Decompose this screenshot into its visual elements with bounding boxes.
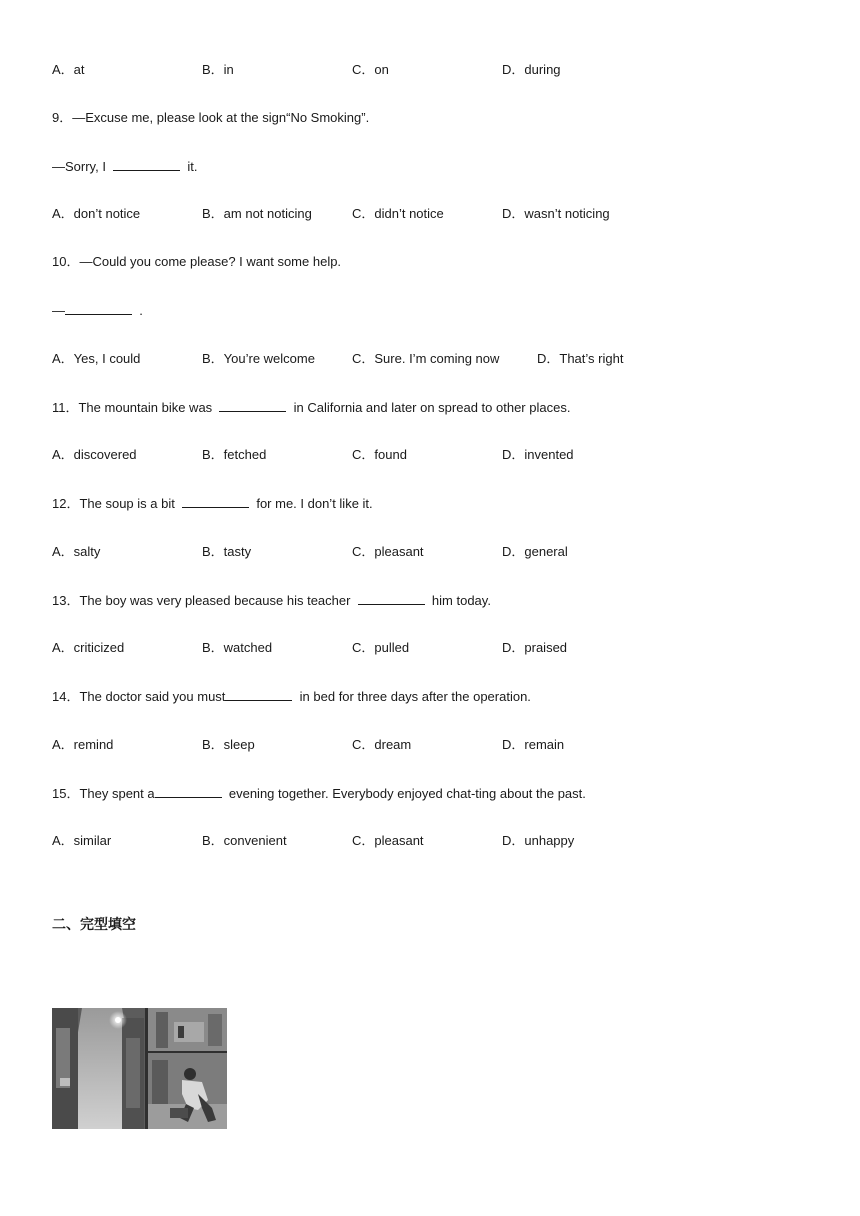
q14-stem: [52, 687, 531, 706]
q12-option-d: D．general: [502, 544, 568, 559]
q12-option-b: B．tasty: [202, 544, 252, 559]
q14-option-a: A．remind: [52, 737, 114, 752]
q9-reply: [52, 157, 198, 176]
q11-stem-post: in California and later on spread to other places.: [293, 400, 571, 415]
q10-reply: [52, 301, 143, 320]
q10-option-b: B．You’re welcome: [202, 351, 315, 366]
q10-option-c: C．Sure. I’m coming now: [352, 351, 500, 366]
q15-stem-post: evening together. Everybody enjoyed chat-ting about the past.: [228, 786, 586, 801]
q11-option-a: A．discovered: [52, 447, 137, 462]
q14-option-b: B．sleep: [202, 737, 255, 752]
q9-reply-post: it.: [187, 159, 198, 174]
q11-stem-pre: 11．The mountain bike was: [52, 400, 213, 415]
q15-stem-pre: 15．They spent a: [52, 786, 155, 801]
q15-stem: [52, 784, 586, 803]
q8-option-d: D．during: [502, 62, 561, 77]
q12-stem-pre: 12．The soup is a bit: [52, 496, 175, 511]
q8-option-c: C．on: [352, 62, 389, 77]
q15-answer-blank: [155, 784, 222, 798]
q9-option-b: B．am not noticing: [202, 206, 312, 221]
q11-option-c: C．found: [352, 447, 407, 462]
q15-option-c: C．pleasant: [352, 833, 424, 848]
q12-answer-blank: [182, 494, 249, 508]
q9-option-a: A．don’t notice: [52, 206, 141, 221]
q11-answer-blank: [219, 398, 286, 412]
q9-stem: 9．—Excuse me, please look at the sign“No Smoking”.: [52, 110, 370, 125]
q9-option-c: C．didn’t notice: [352, 206, 444, 221]
q9-answer-blank: [113, 157, 180, 171]
q14-option-d: D．remain: [502, 737, 565, 752]
q14-stem-pre: 14．The doctor said you must: [52, 689, 226, 704]
q13-option-b: B．watched: [202, 640, 273, 655]
surveillance-photo: [52, 1008, 227, 1129]
q13-stem-pre: 13．The boy was very pleased because his teacher: [52, 593, 351, 608]
q14-stem-post: in bed for three days after the operation.: [299, 689, 531, 704]
q10-answer-blank: [65, 301, 132, 315]
q13-stem: [52, 591, 491, 610]
q13-option-a: A．criticized: [52, 640, 125, 655]
q8-option-a: A．at: [52, 62, 85, 77]
q13-option-d: D．praised: [502, 640, 568, 655]
q12-stem-post: for me. I don’t like it.: [256, 496, 373, 511]
q10-stem: 10．—Could you come please? I want some help.: [52, 254, 342, 269]
q10-reply-pre: —: [52, 303, 65, 318]
q15-option-d: D．unhappy: [502, 833, 575, 848]
surveillance-photo-graphic: [52, 1008, 227, 1129]
q8-option-b: B．in: [202, 62, 234, 77]
q15-option-b: B．convenient: [202, 833, 287, 848]
q11-stem: [52, 398, 570, 417]
q14-answer-blank: [225, 687, 292, 701]
q12-stem: [52, 494, 373, 513]
q12-option-a: A．salty: [52, 544, 101, 559]
q14-option-c: C．dream: [352, 737, 412, 752]
q11-option-b: B．fetched: [202, 447, 267, 462]
q15-option-a: A．similar: [52, 833, 112, 848]
q9-option-d: D．wasn’t noticing: [502, 206, 610, 221]
q13-option-c: C．pulled: [352, 640, 410, 655]
q10-reply-post: .: [139, 303, 143, 318]
q12-option-c: C．pleasant: [352, 544, 424, 559]
section-2-title: 二、完型填空: [52, 917, 136, 933]
q13-answer-blank: [358, 591, 425, 605]
q9-reply-pre: —Sorry, I: [52, 159, 106, 174]
q10-option-d: D．That’s right: [537, 351, 624, 366]
q13-stem-post: him today.: [431, 593, 491, 608]
q11-option-d: D．invented: [502, 447, 574, 462]
q10-option-a: A．Yes, I could: [52, 351, 141, 366]
